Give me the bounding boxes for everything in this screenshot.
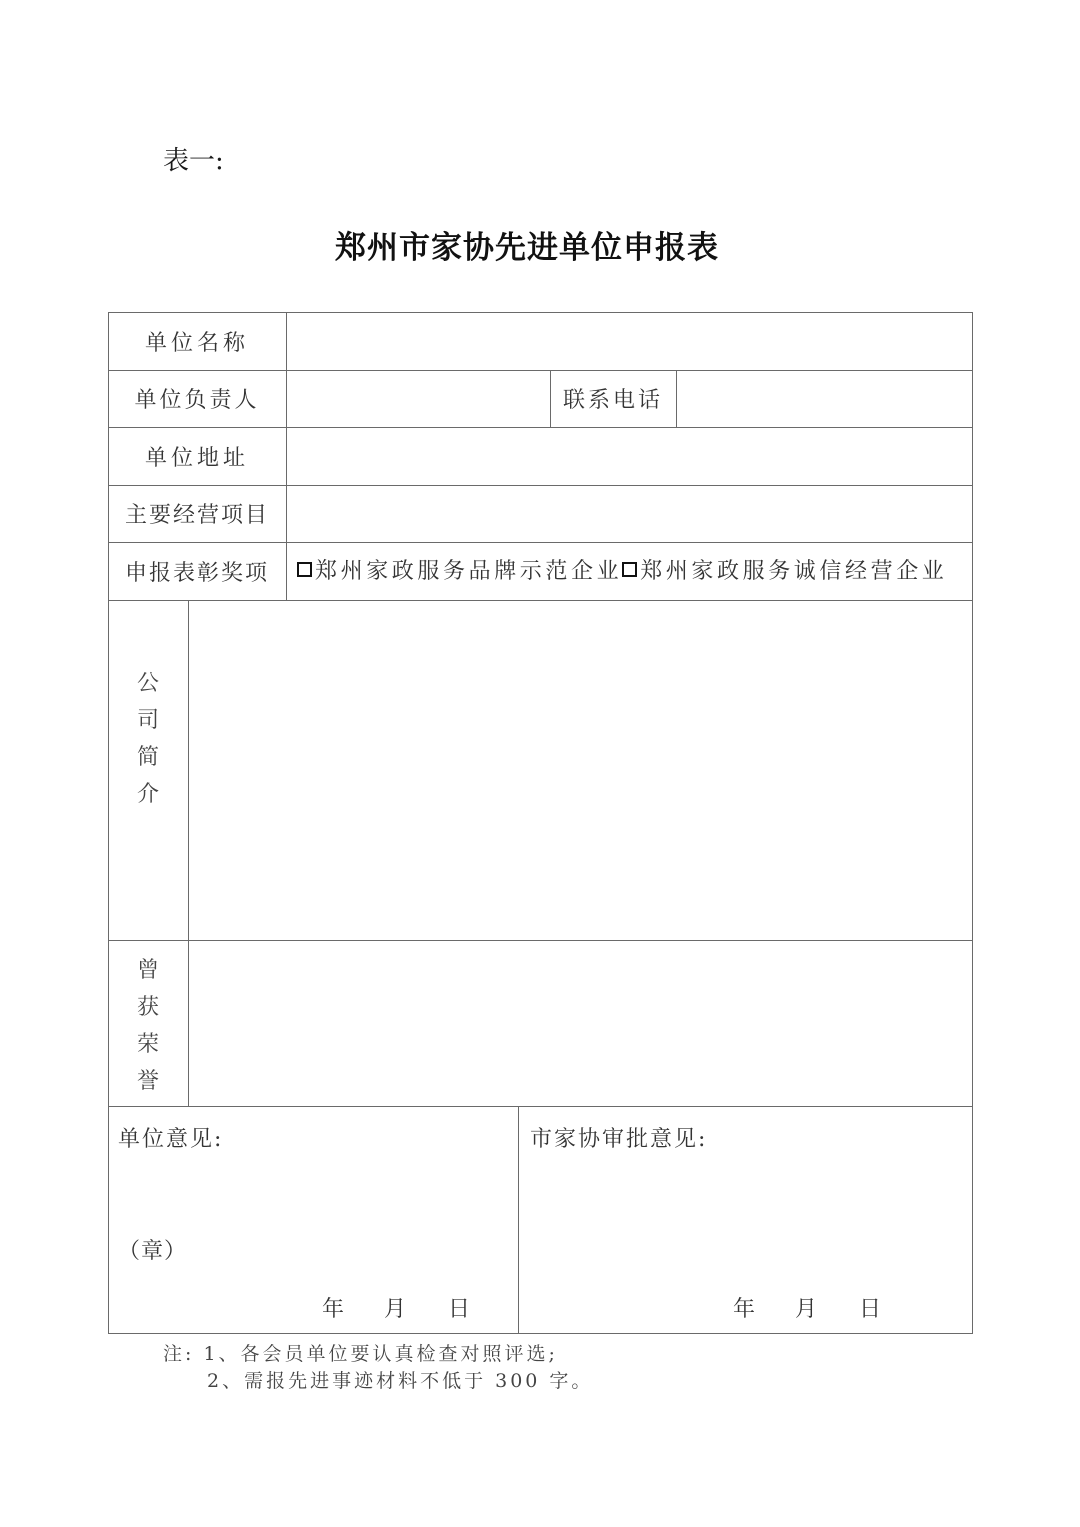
table-label: 表一: xyxy=(163,146,224,176)
column-divider xyxy=(286,312,287,600)
phone-label: 联系电话 xyxy=(562,388,663,413)
address-label: 单位地址 xyxy=(144,445,249,471)
association-opinion-label: 市家协审批意见: xyxy=(530,1127,708,1152)
label-char: 荣 xyxy=(136,1032,159,1057)
table-border-right xyxy=(972,312,973,1333)
table-border-bottom xyxy=(108,1333,973,1334)
date-year: 年 xyxy=(733,1297,756,1322)
label-char: 公 xyxy=(136,671,159,696)
date-month: 月 xyxy=(795,1297,818,1322)
document-title-text: 郑州市家协先进单位申报表 xyxy=(335,230,719,266)
checkbox-brand-demo[interactable] xyxy=(297,562,312,577)
column-divider xyxy=(676,370,677,427)
unit-head-field[interactable] xyxy=(288,372,549,426)
note-line-2: 2、需报先进事迹材料不低于 300 字。 xyxy=(207,1370,594,1392)
label-char: 誉 xyxy=(136,1069,159,1094)
date-day: 日 xyxy=(448,1297,471,1322)
award-option-integrity[interactable] xyxy=(622,554,947,585)
unit-opinion-date xyxy=(322,1292,470,1323)
unit-name-label: 单位名称 xyxy=(144,330,249,356)
checkbox-integrity[interactable] xyxy=(622,562,637,577)
row-divider xyxy=(108,600,973,601)
award-option-label: 郑州家政服务诚信经营企业 xyxy=(640,559,948,584)
phone-field[interactable] xyxy=(678,372,971,426)
company-intro-field[interactable] xyxy=(190,602,971,939)
unit-opinion-label: 单位意见: xyxy=(118,1127,224,1152)
column-divider xyxy=(188,600,189,1106)
main-business-label: 主要经营项目 xyxy=(124,503,269,528)
date-month: 月 xyxy=(384,1297,407,1322)
label-char: 简 xyxy=(136,745,159,770)
column-divider xyxy=(518,1106,519,1333)
honors-field[interactable] xyxy=(190,942,971,1105)
unit-head-label: 单位负责人 xyxy=(134,388,260,413)
label-char: 曾 xyxy=(136,958,159,983)
document-title xyxy=(0,222,1080,267)
label-char: 获 xyxy=(136,995,159,1020)
date-year: 年 xyxy=(322,1297,345,1322)
row-divider xyxy=(108,940,973,941)
label-char: 介 xyxy=(136,782,159,807)
row-divider xyxy=(108,1106,973,1107)
award-option-label: 郑州家政服务品牌示范企业 xyxy=(315,559,623,584)
award-apply-label: 申报表彰奖项 xyxy=(124,560,269,586)
association-opinion-date xyxy=(733,1292,881,1323)
honors-label xyxy=(108,952,188,1100)
main-business-field[interactable] xyxy=(288,487,971,541)
unit-name-field[interactable] xyxy=(288,314,971,369)
award-option-brand-demo[interactable] xyxy=(297,554,622,585)
seal-label: （章） xyxy=(118,1239,188,1264)
address-field[interactable] xyxy=(288,429,971,484)
date-day: 日 xyxy=(859,1297,882,1322)
award-options xyxy=(297,554,947,585)
company-intro-label xyxy=(108,665,188,813)
note-line-1: 注: 1、各会员单位要认真检查对照评选; xyxy=(163,1343,558,1365)
label-char: 司 xyxy=(136,708,159,733)
